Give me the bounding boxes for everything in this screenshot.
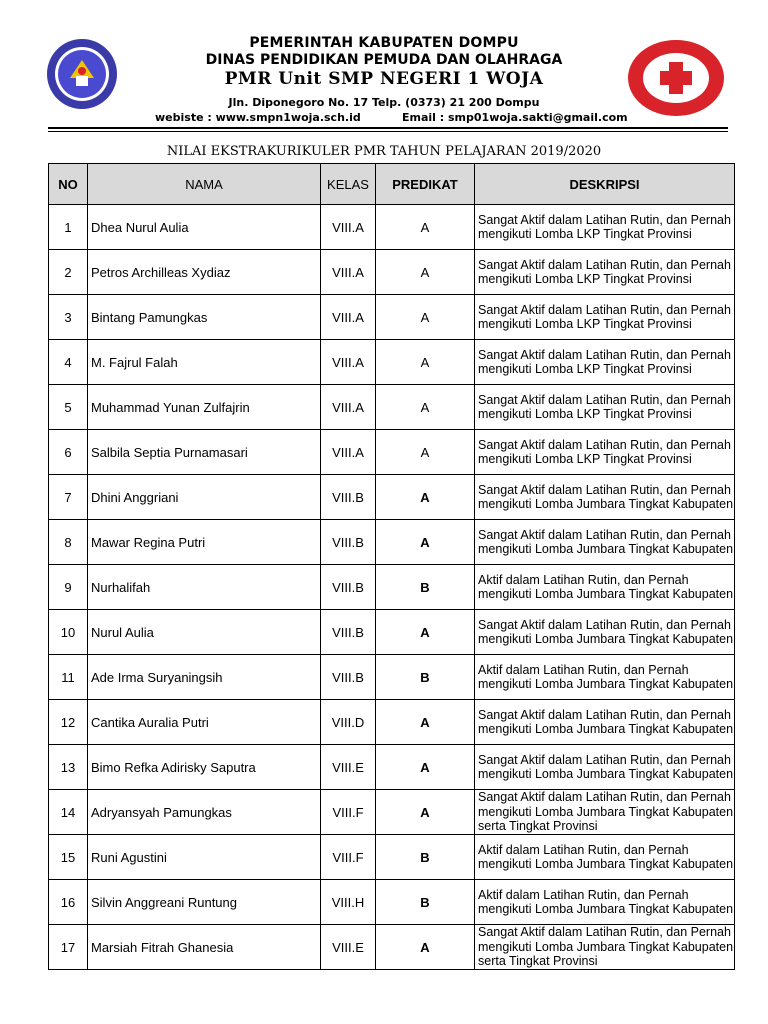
table-row xyxy=(49,610,735,655)
divider-thick xyxy=(48,127,728,129)
table-row xyxy=(49,475,735,520)
table-row xyxy=(49,430,735,475)
description-cell: Aktif dalam Latihan Rutin, dan Pernah mengikuti Lomba Jumbara Tingkat Kabupaten xyxy=(475,655,735,700)
student-name: Adryansyah Pamungkas xyxy=(88,790,321,835)
student-name: Silvin Anggreani Runtung xyxy=(88,880,321,925)
website-line: webiste : www.smpn1woja.sch.id xyxy=(155,111,361,124)
description-cell: Aktif dalam Latihan Rutin, dan Pernah mengikuti Lomba Jumbara Tingkat Kabupaten xyxy=(475,565,735,610)
description-cell: Sangat Aktif dalam Latihan Rutin, dan Pernah mengikuti Lomba LKP Tingkat Provinsi xyxy=(475,340,735,385)
table-row xyxy=(49,385,735,430)
grade-cell: A xyxy=(376,925,475,970)
header-deskripsi: DESKRIPSI xyxy=(475,164,735,205)
table-row xyxy=(49,790,735,835)
divider-thin xyxy=(48,131,728,132)
row-number: 3 xyxy=(49,295,88,340)
row-number: 11 xyxy=(49,655,88,700)
grades-table xyxy=(48,163,735,970)
table-row xyxy=(49,745,735,790)
class-cell: VIII.A xyxy=(321,340,376,385)
student-name: Runi Agustini xyxy=(88,835,321,880)
class-cell: VIII.E xyxy=(321,925,376,970)
row-number: 2 xyxy=(49,250,88,295)
student-name: Marsiah Fitrah Ghanesia xyxy=(88,925,321,970)
row-number: 4 xyxy=(49,340,88,385)
grade-cell: A xyxy=(376,610,475,655)
grade-cell: A xyxy=(376,340,475,385)
row-number: 6 xyxy=(49,430,88,475)
table-row xyxy=(49,205,735,250)
row-number: 16 xyxy=(49,880,88,925)
student-name: Petros Archilleas Xydiaz xyxy=(88,250,321,295)
description-cell: Sangat Aktif dalam Latihan Rutin, dan Pernah mengikuti Lomba LKP Tingkat Provinsi xyxy=(475,430,735,475)
class-cell: VIII.A xyxy=(321,295,376,340)
header-no: NO xyxy=(49,164,88,205)
row-number: 7 xyxy=(49,475,88,520)
unit-line: PMR Unit SMP NEGERI 1 WOJA xyxy=(224,69,544,89)
header-predikat: PREDIKAT xyxy=(376,164,475,205)
description-cell: Sangat Aktif dalam Latihan Rutin, dan Pernah mengikuti Lomba LKP Tingkat Provinsi xyxy=(475,385,735,430)
class-cell: VIII.B xyxy=(321,520,376,565)
grade-cell: A xyxy=(376,520,475,565)
student-name: Salbila Septia Purnamasari xyxy=(88,430,321,475)
row-number: 5 xyxy=(49,385,88,430)
address-line: Jln. Diponegoro No. 17 Telp. (0373) 21 200 Dompu xyxy=(228,96,540,109)
class-cell: VIII.E xyxy=(321,745,376,790)
description-cell: Aktif dalam Latihan Rutin, dan Pernah mengikuti Lomba Jumbara Tingkat Kabupaten xyxy=(475,835,735,880)
student-name: Bimo Refka Adirisky Saputra xyxy=(88,745,321,790)
table-row xyxy=(49,340,735,385)
row-number: 1 xyxy=(49,205,88,250)
student-name: Dhea Nurul Aulia xyxy=(88,205,321,250)
gov-line: PEMERINTAH KABUPATEN DOMPU xyxy=(249,35,519,51)
description-cell: Sangat Aktif dalam Latihan Rutin, dan Pernah mengikuti Lomba Jumbara Tingkat Kabupaten serta Tingkat Provinsi xyxy=(475,790,735,835)
grade-cell: A xyxy=(376,430,475,475)
row-number: 13 xyxy=(49,745,88,790)
table-row xyxy=(49,250,735,295)
grade-cell: A xyxy=(376,250,475,295)
grade-cell: A xyxy=(376,790,475,835)
grade-cell: A xyxy=(376,700,475,745)
class-cell: VIII.A xyxy=(321,250,376,295)
class-cell: VIII.B xyxy=(321,565,376,610)
grade-cell: B xyxy=(376,655,475,700)
row-number: 14 xyxy=(49,790,88,835)
header-nama: NAMA xyxy=(88,164,321,205)
student-name: Nurhalifah xyxy=(88,565,321,610)
description-cell: Sangat Aktif dalam Latihan Rutin, dan Pernah mengikuti Lomba LKP Tingkat Provinsi xyxy=(475,250,735,295)
class-cell: VIII.F xyxy=(321,835,376,880)
row-number: 15 xyxy=(49,835,88,880)
student-name: Ade Irma Suryaningsih xyxy=(88,655,321,700)
row-number: 9 xyxy=(49,565,88,610)
header-kelas: KELAS xyxy=(321,164,376,205)
grade-cell: A xyxy=(376,475,475,520)
letterhead xyxy=(0,0,768,130)
description-cell: Sangat Aktif dalam Latihan Rutin, dan Pernah mengikuti Lomba Jumbara Tingkat Kabupaten xyxy=(475,520,735,565)
student-name: Dhini Anggriani xyxy=(88,475,321,520)
student-name: Bintang Pamungkas xyxy=(88,295,321,340)
grade-cell: A xyxy=(376,385,475,430)
table-row xyxy=(49,295,735,340)
description-cell: Aktif dalam Latihan Rutin, dan Pernah mengikuti Lomba Jumbara Tingkat Kabupaten xyxy=(475,880,735,925)
dept-line: DINAS PENDIDIKAN PEMUDA DAN OLAHRAGA xyxy=(205,52,563,68)
class-cell: VIII.H xyxy=(321,880,376,925)
table-row xyxy=(49,700,735,745)
description-cell: Sangat Aktif dalam Latihan Rutin, dan Pernah mengikuti Lomba LKP Tingkat Provinsi xyxy=(475,295,735,340)
grade-cell: A xyxy=(376,745,475,790)
grade-cell: A xyxy=(376,295,475,340)
email-line: Email : smp01woja.sakti@gmail.com xyxy=(402,111,628,124)
class-cell: VIII.B xyxy=(321,610,376,655)
description-cell: Sangat Aktif dalam Latihan Rutin, dan Pernah mengikuti Lomba LKP Tingkat Provinsi xyxy=(475,205,735,250)
description-cell: Sangat Aktif dalam Latihan Rutin, dan Pernah mengikuti Lomba Jumbara Tingkat Kabupaten xyxy=(475,700,735,745)
description-cell: Sangat Aktif dalam Latihan Rutin, dan Pernah mengikuti Lomba Jumbara Tingkat Kabupaten xyxy=(475,610,735,655)
grade-cell: B xyxy=(376,880,475,925)
table-row xyxy=(49,655,735,700)
student-name: Nurul Aulia xyxy=(88,610,321,655)
grade-cell: B xyxy=(376,565,475,610)
table-row xyxy=(49,880,735,925)
class-cell: VIII.A xyxy=(321,205,376,250)
table-row xyxy=(49,925,735,970)
row-number: 10 xyxy=(49,610,88,655)
grade-cell: A xyxy=(376,205,475,250)
description-cell: Sangat Aktif dalam Latihan Rutin, dan Pernah mengikuti Lomba Jumbara Tingkat Kabupaten xyxy=(475,745,735,790)
student-name: M. Fajrul Falah xyxy=(88,340,321,385)
table-row xyxy=(49,565,735,610)
student-name: Mawar Regina Putri xyxy=(88,520,321,565)
document-title: NILAI EKSTRAKURIKULER PMR TAHUN PELAJARAN 2019/2020 xyxy=(166,144,602,159)
description-cell: Sangat Aktif dalam Latihan Rutin, dan Pernah mengikuti Lomba Jumbara Tingkat Kabupaten xyxy=(475,475,735,520)
class-cell: VIII.B xyxy=(321,475,376,520)
grade-cell: B xyxy=(376,835,475,880)
table-row xyxy=(49,520,735,565)
student-name: Cantika Auralia Putri xyxy=(88,700,321,745)
row-number: 17 xyxy=(49,925,88,970)
student-name: Muhammad Yunan Zulfajrin xyxy=(88,385,321,430)
class-cell: VIII.A xyxy=(321,385,376,430)
row-number: 8 xyxy=(49,520,88,565)
class-cell: VIII.F xyxy=(321,790,376,835)
class-cell: VIII.B xyxy=(321,655,376,700)
table-header-row xyxy=(49,164,735,205)
class-cell: VIII.D xyxy=(321,700,376,745)
class-cell: VIII.A xyxy=(321,430,376,475)
description-cell: Sangat Aktif dalam Latihan Rutin, dan Pernah mengikuti Lomba Jumbara Tingkat Kabupaten serta Tingkat Provinsi xyxy=(475,925,735,970)
row-number: 12 xyxy=(49,700,88,745)
table-row xyxy=(49,835,735,880)
